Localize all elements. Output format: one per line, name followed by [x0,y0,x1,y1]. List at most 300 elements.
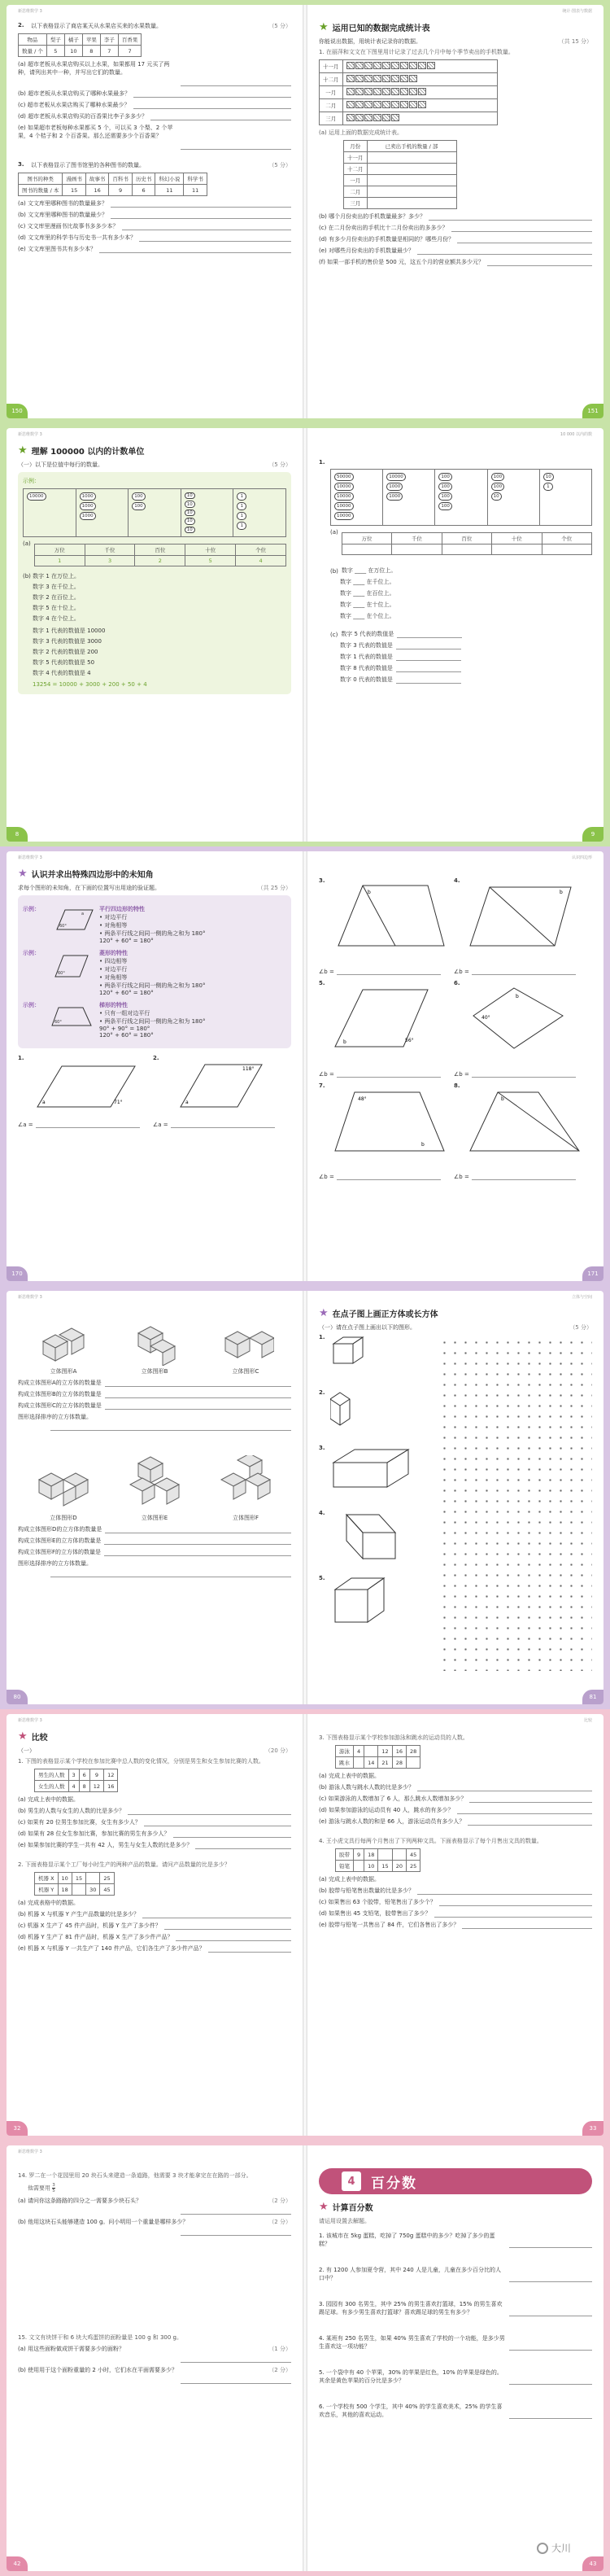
sub-question: (c) 文文库里漫画书比故事书多多少本？ [18,223,119,230]
page-left [7,428,303,842]
question-number: 3. [18,161,24,168]
solid-label: 立体图形A [50,1368,77,1375]
tally-mark [400,62,408,69]
tally-mark [391,114,399,121]
answer-blank[interactable] [509,2344,592,2351]
points: （2 分） [268,2367,291,2373]
running-head: 新思维数学 3 [18,1295,42,1300]
calc-line: 90° + 90° = 180° 120° + 60° = 180° [99,1026,154,1039]
section-title: 计算百分数 [332,2204,373,2213]
sub-question: (c) 如果游泳的人数增加了 6 人，那么跳水人数增加多少？ [319,1795,467,1802]
sub-question: (a) 请问你这条路路的四分之一需要多少块石头？ [18,2198,142,2204]
value-line: 数字 2 代表的数值是 200 [33,649,98,655]
star-icon: ★ [319,2201,329,2213]
instructions: 求每个图形的未知角，在下面的位置写出用途的验证题。 [18,885,160,891]
answer-cell[interactable] [442,545,491,555]
svg-text:48°: 48° [358,1096,367,1102]
page-right [307,1714,603,2136]
question-text: 2. 下面表格显示某个工厂每小时生产的两种产品的数量。请问产品数量的比是多少？ [18,1861,230,1868]
answer-cell[interactable] [342,545,391,555]
shape-item: 2. [319,1389,433,1445]
example-box [18,895,291,1048]
tally-mark [373,75,381,82]
tally-mark [355,101,364,108]
question-number: 1. [319,459,325,466]
points: （共 25 分） [257,885,291,891]
solid-label: 立体图形C [232,1368,259,1375]
answer-blank[interactable] [122,224,291,230]
rule-title: 平行四边形的特性 [99,906,145,912]
star-icon: ★ [18,444,28,457]
tally-mark [382,88,390,95]
page-number: 9 [582,827,603,842]
sub-question: (c) 超市老板从水果店购买了哪种水果最少？ [18,102,130,108]
answer-blank[interactable] [509,2241,592,2248]
rule-line: • 对角相等 [99,974,128,981]
sample-label: 示例： [23,478,40,484]
problem: 3. 园园有 300 名男生，其中 25% 的男生喜欢打篮球，15% 的男生喜欢踢足球。有多少男生喜欢打篮球？喜欢踢足球的男生有多少？ [319,2301,503,2316]
calc-line: 120° + 60° = 180° [99,990,154,996]
problem: 6. 一个学校有 500 个学生，其中 40% 的学生喜欢美术，25% 的学生喜欢音乐，其他的喜欢运动。 [319,2403,503,2418]
sub-question: (c) 如果售出 63 个胶带，铅笔售出了多少个？ [319,1899,436,1905]
answer-blank[interactable] [457,237,592,243]
points: （5 分） [569,1324,592,1331]
tally-mark [355,62,364,69]
sub-question: 数字 ____ 在万位上。 [341,567,397,574]
svg-text:b: b [368,890,371,895]
cube-solid-a [35,1317,92,1366]
cube-solid-c [217,1317,274,1366]
sub-question: (a) 用这些面粉做成饼干需要多少的面粉？ [18,2346,124,2352]
tally-month: 十二月 [320,73,343,86]
tally-mark [346,101,355,108]
answer-cell[interactable] [367,152,456,164]
answer-blank[interactable] [462,1922,592,1929]
section-title: 比较 [31,1734,48,1743]
sub-question: 数字 1 代表的数值是 [340,654,393,660]
dot-grid[interactable] [439,1337,592,1671]
sub-question: (d) 如果售出 45 支铅笔，胶带售出了多少？ [319,1910,431,1917]
tally-mark [364,101,373,108]
answer-blank[interactable] [509,2412,592,2419]
place-value-chart: 50000 10000 10000 10000 10000 10000 1000 1000 100 100 100 100 100 100 10 10 1 [330,469,592,526]
sub-question: (e) 机器 X 与机器 Y 一共生产了 140 件产品，它们各生产了多少件产品？ [18,1945,205,1952]
value-line: 数字 5 代表的数值是 50 [33,659,95,666]
tally-mark [382,75,390,82]
page-number: 43 [582,2556,603,2571]
answer-blank[interactable] [208,1946,291,1953]
problem: 5. 一个袋中有 40 个苹果，30% 的苹果是红色，10% 的苹果是绿色的。其余是黄色苹果的百分比是多少？ [319,2369,503,2384]
page-right [307,5,603,418]
answer-blank[interactable] [417,1785,592,1791]
answer-blank[interactable] [417,248,592,255]
spread-5 [0,1709,610,2141]
answer-blank[interactable] [337,1071,441,1078]
sub-question: (b) 机器 X 与机器 Y 产生产品数量的比是多少？ [18,1911,140,1918]
answer-blank[interactable] [472,1174,576,1180]
solid-label: 立体图形B [141,1368,168,1375]
running-head: 统计·图表与数据 [562,9,592,14]
chapter-title: 百分数 [371,2175,417,2192]
figure-cell: 8. b ∠b = [454,1082,584,1180]
svg-text:60°: 60° [58,971,65,976]
trapezoid-figure [46,1001,94,1030]
sub-question: (f) 如果一部手机的售价是 500 元，这五个月的营业额共多少元？ [319,259,484,265]
svg-text:60°: 60° [59,924,67,929]
figure-cell: 5. b 56° ∠b = [319,980,449,1078]
parallelogram-figure [46,905,94,934]
spread-1 [0,0,610,423]
running-head: 10 000 以内的数 [560,432,592,437]
rule-line: • 两条平行线之间同一侧的角之和为 180° [99,1018,206,1025]
ratio-table-1: 男生的人数 3 6 9 12 女生的人数 4 8 12 16 [34,1769,118,1792]
answer-blank[interactable] [105,1392,291,1398]
problem: 1. 该城市在 5kg 蛋糕，吃掉了 750g 蛋糕中的多少？吃掉了多少的蛋糕？ [319,2233,495,2247]
running-head: 立体与空间 [571,1295,592,1300]
answer-blank[interactable] [457,1808,593,1814]
tally-mark [418,88,426,95]
answer-blank[interactable] [111,212,291,219]
answer-blank[interactable] [181,2356,291,2363]
page-right [307,2145,603,2571]
answer-cell[interactable] [367,164,456,175]
book-table: 图书的种类 漫画书 故事书 百科书 历史书 科幻小说 科学书 图书的数量 / 本 15 16 9 6 11 11 [18,173,207,196]
tally-marks [342,99,497,112]
answer-blank[interactable] [397,632,462,638]
running-head: 新思维数学 3 [18,2150,42,2154]
answer-blank[interactable] [50,1571,291,1577]
page-left [7,1714,303,2136]
ratio-table-3: 游泳 4 12 16 28 跳水 14 21 28 [335,1745,420,1769]
rule-line: • 对边平行 [99,966,128,973]
sub-question: 构成立体图形E的立方体的数量是 [18,1537,102,1544]
cube-solid-f [213,1455,278,1512]
example-label: 示例： [23,950,40,956]
sample-box: 示例： 10000 1000 1000 1000 100 100 10 10 10 10 10 1 1 1 1 (a) 万位 千位 百位 十位 个位 1 3 2 5 4 (b) 数字 1 在万位上。 数字 3 在千位上。 数字 2 在百位上。 数字 5 在十位上。 数字 4 在个位上。 数字 1 代表的数值是 10000 数字 3 代表的数值是 3000 数字 2 代表的数值是 200 数字 5 代表的数值是 50 数字 4 代表的数值是 4 13254 = 10000 + 3000 + 200 + 50 + 4 [18,472,291,694]
rhombus-figure [46,949,94,982]
sub-question: 数字 ____ 在十位上。 [340,601,395,608]
tally-mark [427,62,435,69]
sub-question: (e) 文文库里图书共有多少本？ [18,246,96,252]
answer-blank[interactable] [429,214,592,221]
star-icon: ★ [18,1730,28,1743]
question-text: 以下表格显示了图书馆里的各种图书的数量。 [31,162,145,168]
section-title: 认识并求出特殊四边形中的未知角 [31,871,154,880]
svg-text:56°: 56° [405,1038,414,1043]
tally-month: 三月 [320,112,343,125]
sub-question: 图形选择排序的立方体数量。 [18,1414,92,1420]
answer-blank[interactable] [164,1923,291,1930]
sub-question: 数字 ____ 在个位上。 [340,613,395,619]
answer-blank[interactable] [451,225,592,232]
tally-mark [355,88,364,95]
answer-blank[interactable] [469,1796,592,1803]
rule-title: 梯形的特性 [99,1002,128,1008]
answer-blank[interactable] [181,2377,291,2384]
shape-item: 3. [319,1445,433,1510]
page-left [7,2145,303,2571]
tally-mark [373,88,381,95]
spread-3 [0,846,610,1286]
sub-question: (b) 男生的人数与女生的人数的比是多少？ [18,1808,125,1814]
wechat-icon [537,2543,548,2554]
answer-blank[interactable] [509,2310,592,2316]
points: （2 分） [268,2219,291,2225]
calc-line: 120° + 60° = 180° [99,938,154,944]
answer-cell[interactable] [367,198,456,209]
answer-blank[interactable] [472,969,576,975]
tally-marks [342,73,497,86]
page-right [307,1291,603,1704]
sub-question: (b) 文文库里哪种图书的数量最少？ [18,212,108,218]
svg-text:71°: 71° [114,1100,123,1105]
sub-question: 数字 3 代表的数值是 [340,642,393,649]
question-text: 1. 下图的表格显示某个学校在参加比赛中总人数的变化情况，分别是男生和女生参加比赛的人数。 [18,1758,264,1765]
answer-blank[interactable] [337,1174,441,1180]
answer-blank[interactable] [509,2378,592,2385]
solid-label: 立体图形F [232,1515,259,1521]
answer-blank[interactable] [144,1820,291,1826]
question-text: 14. 罗二在一个花园里用 20 块石头来建造一条道路，他需要 3 块才能拿完在在路的一部分。 [18,2172,252,2179]
answer-blank[interactable] [104,1538,291,1545]
shape-item: 5. [319,1575,433,1640]
tally-mark [391,75,399,82]
tally-mark [382,62,390,69]
spread-2 [0,423,610,846]
answer-cell[interactable] [542,545,591,555]
tally-mark [400,88,408,95]
tally-month: 十一月 [320,60,343,73]
points: （共 15 分） [558,38,592,45]
running-head: 认识四边形 [571,855,592,860]
sub-question: 构成立体图形C的立方体的数量是 [18,1402,102,1409]
page-left [7,1291,303,1704]
tally-mark [391,62,399,69]
answer-blank[interactable] [105,1527,291,1533]
page-number: 33 [582,2121,603,2136]
tally-month: 一月 [320,86,343,99]
digit-line: 数字 4 在个位上。 [33,615,80,622]
answer-blank[interactable] [173,1831,292,1838]
sub-question: 构成立体图形A的立方体的数量是 [18,1380,102,1386]
answer-cell[interactable] [392,545,442,555]
answer-blank[interactable] [128,1808,291,1815]
fraction-lead: 他需要用 [28,2185,50,2192]
watermark: 大川 [537,2541,571,2555]
tally-marks [342,86,497,99]
phone-sales-table: 月份 已卖出手机的数量 / 部 十一月 十二月 一月 二月 三月 [343,140,457,209]
tally-mark [373,62,381,69]
running-head: 新思维数学 3 [18,855,42,860]
digit-line: (b) 数字 1 在万位上。 [23,573,81,579]
answer-blank[interactable] [181,2208,291,2215]
cube-solid-e [122,1455,187,1512]
figure-cell: 6. b 40° ∠b = [454,980,584,1078]
answer-blank[interactable] [111,201,291,208]
sub-question: (b) 他用这块石头能够建造 100 g。问小明用一个重量是哪样多少？ [18,2219,189,2225]
answer-blank[interactable] [337,969,441,975]
sub-question: (a) 文文库里哪种图书的数量最多？ [18,200,107,207]
svg-text:60°: 60° [54,1020,62,1025]
tally-mark [400,75,408,82]
sub-question: 数字 8 代表的数值是 [340,665,393,671]
figure-cell: 7. 48° b ∠b = [319,1082,449,1180]
tally-mark [409,62,417,69]
page-number: 80 [7,1690,28,1704]
sub-question: (d) 有多少月份卖出的手机数量是相同的？哪些月份？ [319,236,455,243]
answer-cell[interactable] [492,545,542,555]
sub-question: (e) 胶带与铅笔一共售出了 84 件，它们各售出了多少？ [319,1922,460,1928]
ratio-table-4: 胶带 9 18 45 铅笔 10 15 20 25 [335,1848,420,1872]
sub-question: 数字 5 代表的数值是 [341,631,394,637]
answer-blank[interactable] [139,235,291,242]
page-number: 171 [582,1266,603,1281]
running-head: 新思维数学 3 [18,432,42,437]
tally-mark [364,75,373,82]
page-left [7,5,303,418]
cube-solid-d [31,1455,96,1512]
answer-blank[interactable] [472,1071,576,1078]
sub-question: 数字 0 代表的数值是 [340,676,393,683]
star-icon: ★ [319,1307,329,1319]
sub-question: (d) 如果有 28 位女生参加比赛，参加比赛的男生有多少人？ [18,1830,170,1837]
svg-text:b: b [421,1142,425,1148]
cube-solid-b [126,1317,183,1366]
rule-line: • 只有一组对边平行 [99,1010,150,1017]
tally-marks [342,60,497,73]
page-number: 150 [7,404,28,418]
sub-question: (c) 机器 X 生产了 45 件产品时，机器 Y 生产了多少件？ [18,1922,161,1929]
answer-blank[interactable] [171,1122,275,1128]
fraction: $\frac{3}{5}$ [52,2183,55,2193]
tally-mark [355,75,364,82]
rule-title: 菱形的特性 [99,950,128,956]
answer-blank[interactable] [434,1911,593,1918]
sub-question: (e) 游泳与跳水人数的和是 66 人，游泳运动员有多少人？ [319,1818,465,1825]
answer-blank[interactable] [195,1843,291,1849]
answer-blank[interactable] [487,260,592,266]
problem: 2. 有 1200 人参加夏令营，其中 240 人是儿童，儿童在多少百分比的人口中？ [319,2267,501,2281]
sub-question: (b) 哪个月份卖出的手机数量最多？多少？ [319,213,426,220]
sub-question: (a) 完成上表中的数据。 [319,1773,380,1779]
question-text: 15. 文文有块饼干和 6 块大鸡蛋饼的面粉量是 100 g 和 300 g。 [18,2334,182,2341]
page-number: 8 [7,827,28,842]
page-number: 170 [7,1266,28,1281]
answer-cell[interactable] [367,186,456,198]
answer-blank[interactable] [105,1403,291,1410]
svg-text:b: b [516,994,519,999]
answer-blank[interactable] [396,666,461,672]
solid-label: 立体图形E [141,1515,168,1521]
section-title: 理解 100000 以内的计数单位 [31,448,145,457]
svg-text:a: a [81,912,85,916]
answer-blank[interactable] [133,91,291,98]
points: （2 分） [268,2198,291,2204]
spread-6 [0,2141,610,2576]
sub-question: 数字 ____ 在百位上。 [340,590,395,597]
star-icon: ★ [319,21,329,33]
tally-mark [364,88,373,95]
tally-mark [364,114,373,121]
tally-mark [346,75,355,82]
tally-mark [382,114,390,121]
sub-question: (a) 完成表格中的数据。 [18,1900,79,1906]
answer-blank[interactable] [396,677,461,684]
points: （20 分） [264,1747,291,1754]
answer-blank[interactable] [468,1819,592,1826]
page-left [7,851,303,1281]
tally-mark [373,114,381,121]
sub-question: 构成立体图形D的立方体的数量是 [18,1526,102,1533]
tally-mark [409,88,417,95]
answer-blank[interactable] [142,1912,291,1918]
chapter-number: 4 [342,2171,361,2191]
points: （1 分） [268,2346,291,2352]
answer-blank[interactable] [176,1935,291,1941]
answer-blank[interactable] [104,1550,291,1556]
answer-blank[interactable] [181,80,291,86]
answer-blank[interactable] [150,114,291,120]
sub-question: (c) 在二月份卖出的手机比十二月份卖出的多多少？ [319,225,448,231]
tally-mark [391,88,399,95]
answer-cell[interactable] [367,175,456,186]
rule-line: • 四边相等 [99,958,128,964]
rule-line: • 两条平行线之间同一侧的角之和为 180° [99,982,206,989]
value-line: 数字 4 代表的数值是 4 [33,670,91,676]
value-line: 数字 3 代表的数值是 3000 [33,638,102,645]
answer-blank[interactable] [36,1122,140,1128]
solid-label: 立体图形D [50,1515,77,1521]
sub-question: (b) 使用用于这个面粉重量的 2 小时，它们水在平面需要多少？ [18,2367,178,2373]
tally-mark [418,101,426,108]
sub-question: (c) 如果有 20 位男生参加比赛，女生有多少人？ [18,1819,141,1826]
rule-line: • 对边平行 [99,914,128,921]
value-line: 数字 1 代表的数值是 10000 [33,628,106,634]
section-title: 在点子图上画正方体或长方体 [332,1310,438,1319]
answer-blank[interactable] [105,1380,291,1387]
answer-blank[interactable] [50,1424,291,1431]
svg-text:a: a [185,1100,189,1105]
rule-line: • 对角相等 [99,922,128,929]
answer-blank[interactable] [99,247,291,253]
instructions: （一）以下是位值中每行的数量。 [18,461,103,468]
sub-question: (a) 超市老板从水果店购买以上水果，如果都用 17 元买了两种，请列出其中一种，并写出它们的数量。 [18,61,170,76]
question-text: 4. 王小虎文具行每两个月售出了下列两种文具。下面表格显示了每个月售出文具的数量。 [319,1838,542,1844]
answer-blank[interactable] [396,643,461,649]
running-head: 新思维数学 3 [18,9,42,14]
answer-blank[interactable] [181,2229,291,2236]
fruit-table: 物品 梨子 橘子 苹果 李子 百香果 数量 / 个 5 10 8 7 7 [18,33,142,57]
instructions: （一）请在点子图上画出以下的图形。 [319,1324,416,1331]
sub-question: (a) 完成上表中的数据。 [18,1796,79,1803]
answer-blank[interactable] [396,654,461,661]
sub-question: 构成立体图形F的立方体的数量是 [18,1549,102,1555]
answer-blank[interactable] [509,2276,592,2282]
page-number: 81 [582,1690,603,1704]
question-text: 1. 在丽萍和文文在下图里用计记录了过去几个月中每个季节卖出的手机数量。 [319,49,514,55]
svg-text:b: b [560,890,563,895]
rule-line: • 两条平行线之间同一侧的角之和为 180° [99,930,206,937]
answer-blank[interactable] [417,1888,592,1895]
points: （5 分） [268,162,291,168]
answer-blank[interactable] [133,103,291,109]
answer-blank[interactable] [181,143,291,150]
answer-blank[interactable] [439,1900,592,1906]
digit-table: 万位 千位 百位 十位 个位 [342,532,592,555]
question-text: 3. 下图表格显示某个学校参加游泳和跳水的运动员的人数。 [319,1734,468,1741]
tally-mark [409,75,417,82]
shape-item: 4. [319,1510,433,1575]
